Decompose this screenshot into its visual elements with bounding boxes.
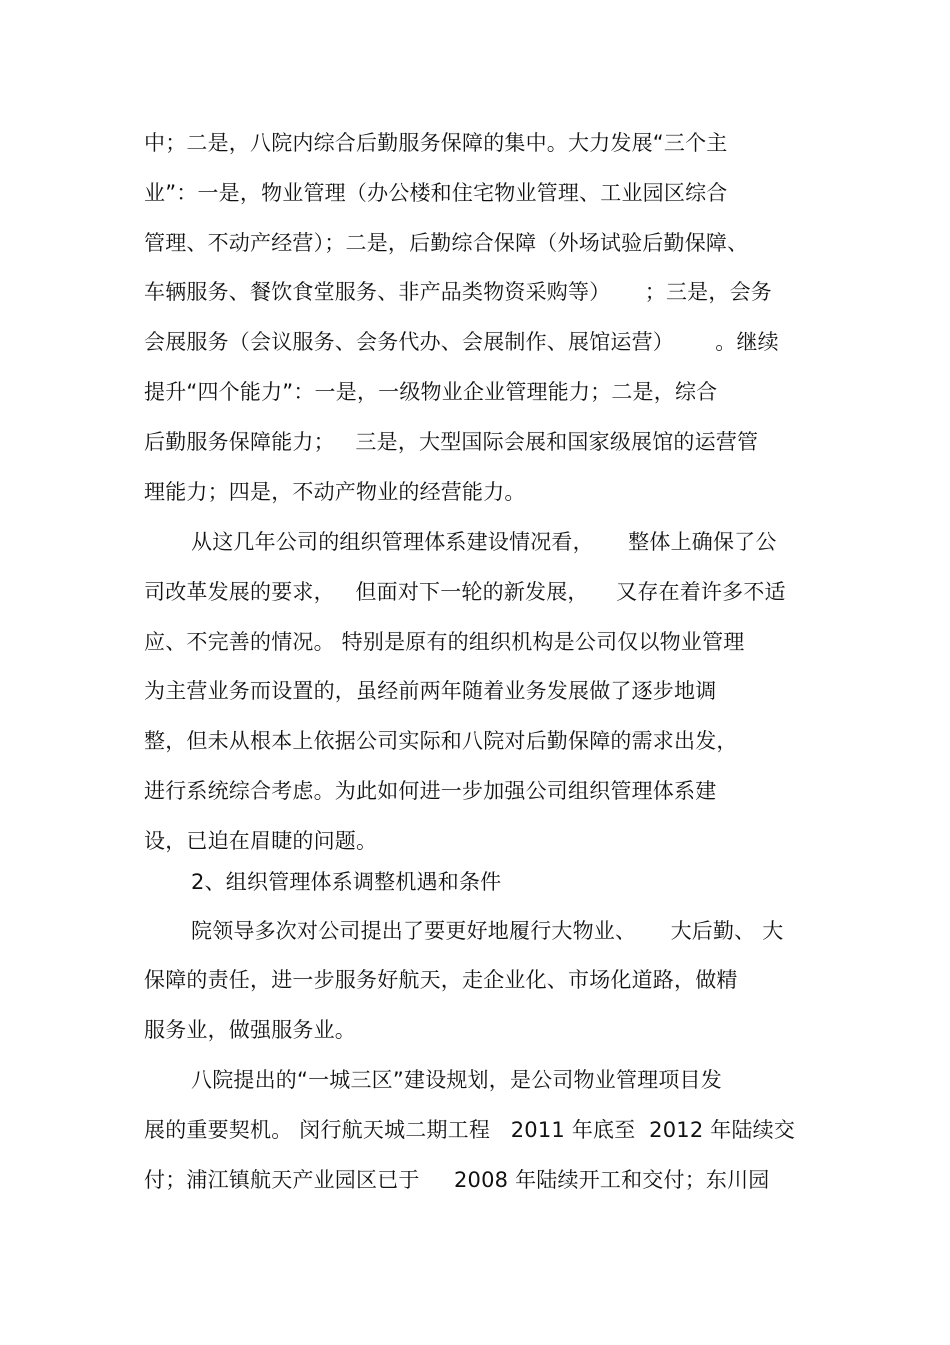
text-line: 提升“四个能力”：一是，一级物业企业管理能力；二是，综合 xyxy=(144,380,718,404)
text-line: 保障的责任，进一步服务好航天，走企业化、市场化道路，做精 xyxy=(144,968,738,992)
paragraph-start-line: 八院提出的“一城三区”建设规划，是公司物业管理项目发 xyxy=(191,1068,722,1092)
paragraph-start-line: 从这几年公司的组织管理体系建设情况看， 整体上确保了公 xyxy=(191,530,777,554)
text-line: 服务业，做强服务业。 xyxy=(144,1018,356,1042)
text-line: 会展服务（会议服务、会务代办、会展制作、展馆运营） 。继续 xyxy=(144,330,779,354)
text-line: 付；浦江镇航天产业园区已于 2008 年陆续开工和交付；东川园 xyxy=(144,1168,770,1192)
text-line: 应、不完善的情况。 特别是原有的组织机构是公司仅以物业管理 xyxy=(144,630,745,654)
text-line: 司改革发展的要求， 但面对下一轮的新发展， 又存在着许多不适 xyxy=(144,580,786,604)
text-line: 展的重要契机。 闵行航天城二期工程 2011 年底至 2012 年陆续交 xyxy=(144,1118,796,1142)
section-heading: 2、组织管理体系调整机遇和条件 xyxy=(191,870,502,894)
paragraph-start-line: 院领导多次对公司提出了要更好地履行大物业、 大后勤、 大 xyxy=(191,919,784,943)
text-line: 车辆服务、餐饮食堂服务、非产品类物资采购等） ；三是，会务 xyxy=(144,280,772,304)
text-line: 后勤服务保障能力； 三是，大型国际会展和国家级展馆的运营管 xyxy=(144,430,759,454)
text-line: 理能力；四是，不动产物业的经营能力。 xyxy=(144,480,526,504)
text-line: 设，已迫在眉睫的问题。 xyxy=(144,829,378,853)
text-line: 整，但未从根本上依据公司实际和八院对后勤保障的需求出发， xyxy=(144,729,738,753)
text-line: 业”：一是，物业管理（办公楼和住宅物业管理、工业园区综合 xyxy=(144,181,728,205)
text-line: 管理、不动产经营）；二是，后勤综合保障（外场试验后勤保障、 xyxy=(144,231,749,255)
text-line: 为主营业务而设置的，虽经前两年随着业务发展做了逐步地调 xyxy=(144,679,717,703)
text-line: 进行系统综合考虑。为此如何进一步加强公司组织管理体系建 xyxy=(144,779,717,803)
text-line: 中；二是，八院内综合后勤服务保障的集中。大力发展“三个主 xyxy=(144,131,728,155)
